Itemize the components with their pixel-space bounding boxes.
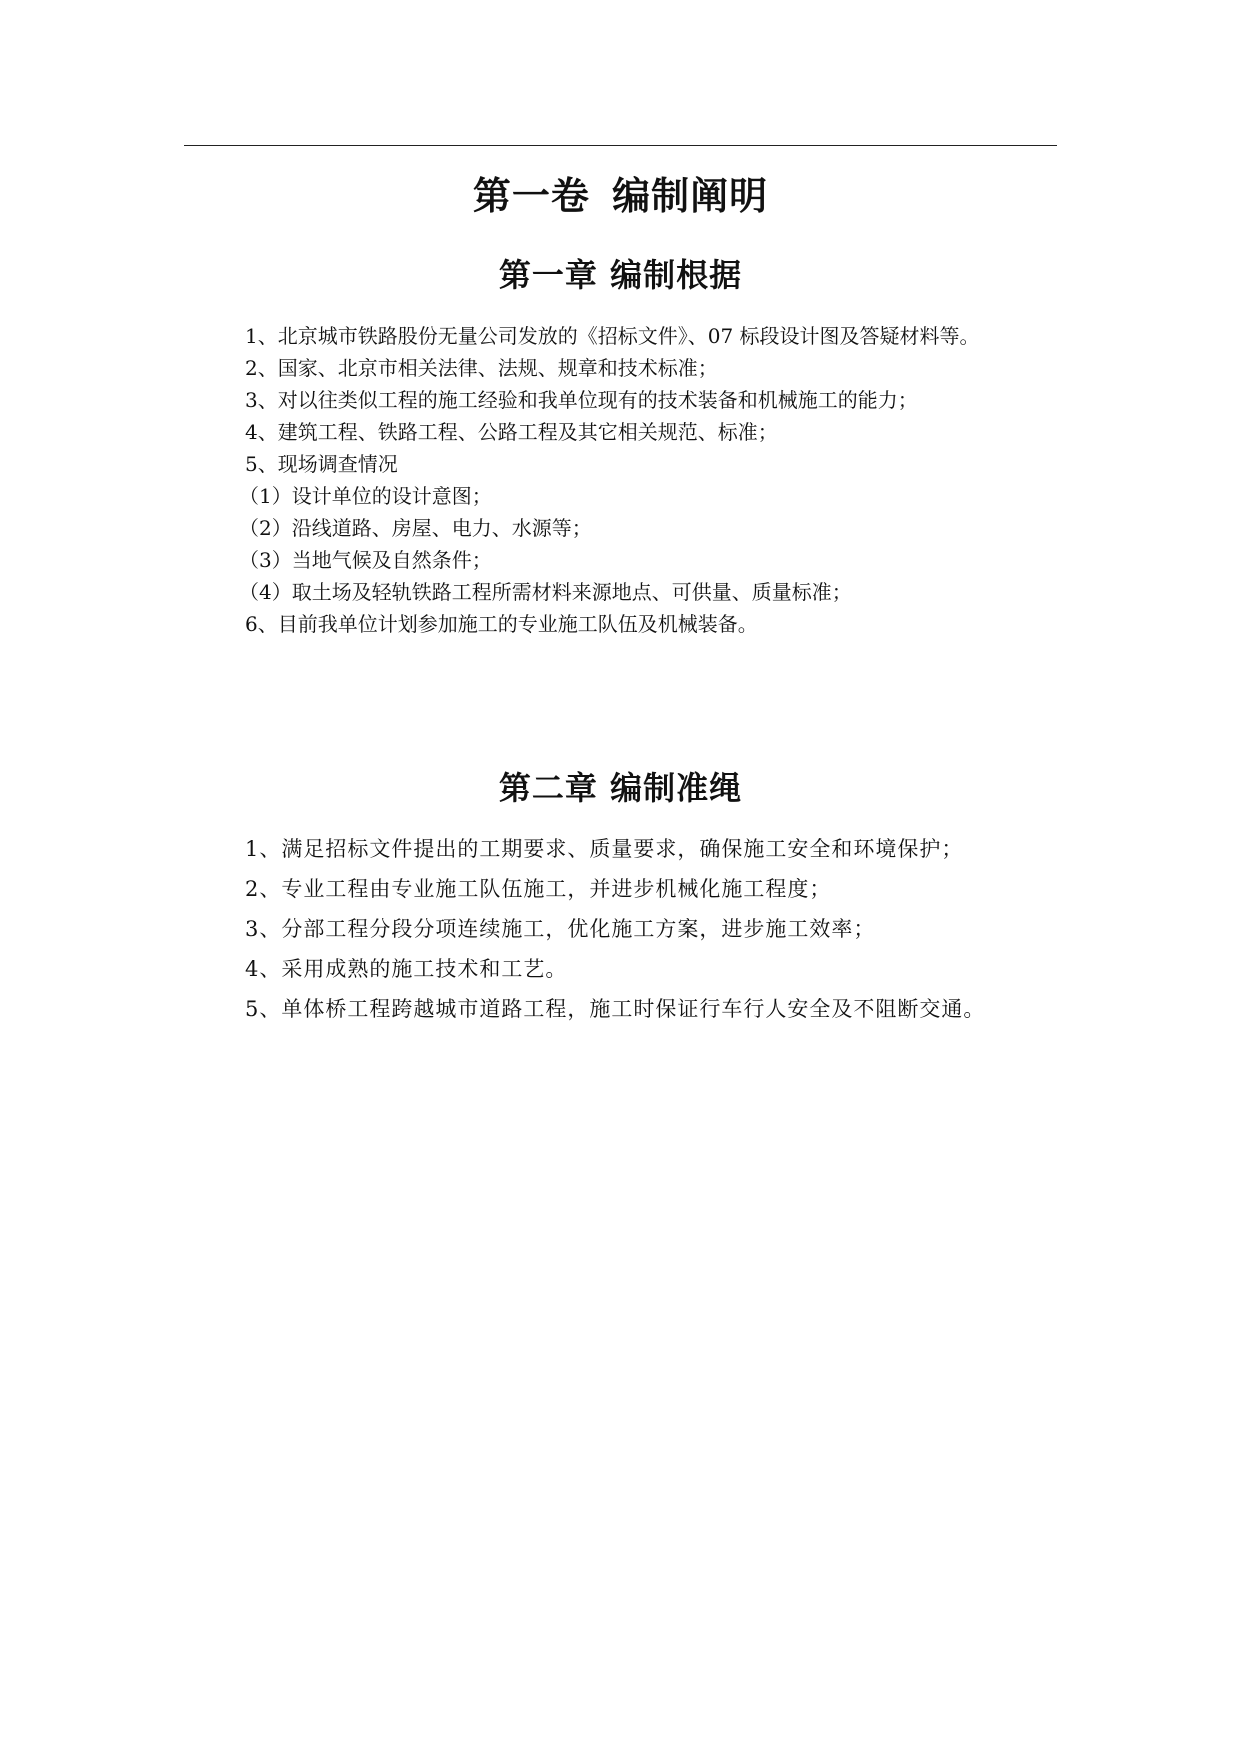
chapter2-title: 第二章 编制准绳 xyxy=(498,769,743,807)
chapter2-list xyxy=(245,829,985,1029)
chapter1-list xyxy=(239,320,980,640)
list-item: 3、对以往类似工程的施工经验和我单位现有的技术装备和机械施工的能力； xyxy=(245,388,918,412)
list-item: （2）沿线道路、房屋、电力、水源等； xyxy=(239,516,592,540)
header-rule xyxy=(184,145,1057,146)
list-item: 3、分部工程分段分项连续施工，优化施工方案，进步施工效率； xyxy=(245,917,876,941)
list-item: （1）设计单位的设计意图； xyxy=(239,484,492,508)
volume-title: 第一卷 编制阐明 xyxy=(472,174,769,218)
list-item: 2、专业工程由专业施工队伍施工，并进步机械化施工程度； xyxy=(245,877,832,901)
list-item: 1、北京城市铁路股份无量公司发放的《招标文件》、07 标段设计图及答疑材料等。 xyxy=(245,324,980,348)
list-item: 5、单体桥工程跨越城市道路工程，施工时保证行车行人安全及不阻断交通。 xyxy=(245,997,986,1021)
list-item: （3）当地气候及自然条件； xyxy=(239,548,492,572)
list-item: 4、建筑工程、铁路工程、公路工程及其它相关规范、标准； xyxy=(245,420,778,444)
list-item: 4、采用成熟的施工技术和工艺。 xyxy=(245,957,568,981)
list-item: 2、国家、北京市相关法律、法规、规章和技术标准； xyxy=(245,356,718,380)
chapter1-title: 第一章 编制根据 xyxy=(498,256,743,294)
list-item: （4）取土场及轻轨铁路工程所需材料来源地点、可供量、质量标准； xyxy=(239,580,852,604)
list-item: 6、目前我单位计划参加施工的专业施工队伍及机械装备。 xyxy=(245,612,758,636)
list-item: 1、满足招标文件提出的工期要求、质量要求，确保施工安全和环境保护； xyxy=(245,837,964,861)
list-item: 5、现场调查情况 xyxy=(245,452,398,476)
